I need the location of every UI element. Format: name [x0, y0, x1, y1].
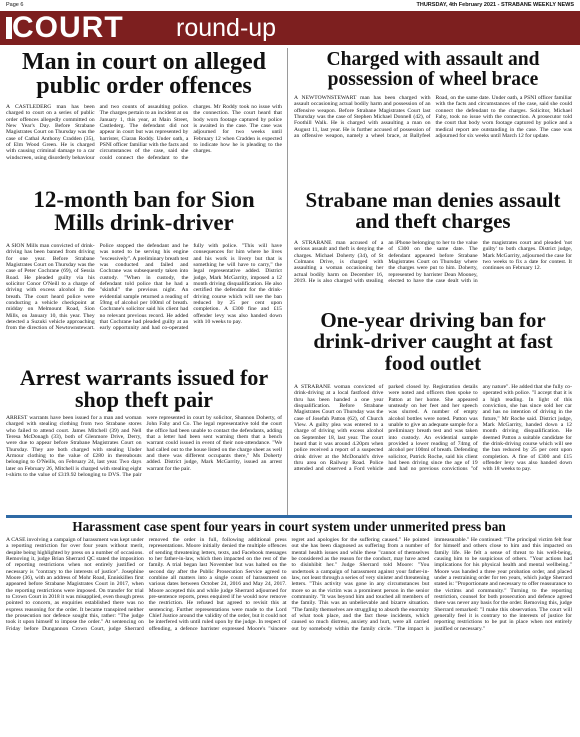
headline-arrest-warrants: Arrest warrants issued for shop theft pair — [19, 365, 269, 413]
article-arrest-warrants — [6, 415, 282, 511]
page-header — [6, 2, 574, 11]
headline-public-order: Man in court on alleged public order offences — [22, 49, 266, 100]
article-body: A STRABANE man accused of a serious assault and theft is denying the charges. Michael Doherty (34), of St Colmans Drive, is charged with assaulting a woman occasioning her actual bodily harm on December 16, 2019. He is also charged with stealing an iPhone belonging to her to the value of £300 on the same date. The defendant appeared before Strabane Magistrates Court on Thursday where the charges were put to him. Doherty, represented by barrister Dean Mooney, elected to have the case dealt with in the magistrates court and pleaded 'not guilty' to both charges. District judge, Mark McGarrity, adjourned the case for two weeks to fix a date for contest. It continues on February 12. — [294, 240, 572, 285]
article-body: A SION Mills man convicted of drink-driving has been banned from driving for one year. Before Strabane Magistrates Court on Thursday was the case of Peter Cochrane (69), of Sessia Road. He pleaded guilty via his solicitor Conor O'Neill to a charge of driving with excess alcohol in the breath. The court heard police were conducting a vehicle checkpoint at midday on Melmount Road, Sion Mills, on January 10, this year. They detected a Suzuki vehicle approaching from the direction of Newtownstewart. Police stopped the defendant and he was noted to be serving his engine "excessively". A preliminary breath test was conducted and failed and Cochrane was subsequently taken into custody. "When in custody, the defendant told police that he had a "skinful" the previous night. An evidential sample returned a reading of 59mg of alcohol per 100ml of breath. Cochrane's solicitor said his client had no relevant previous record. He added that Cochrane had pleaded guilty at an early opportunity and had co-operated fully with police. "This will have consequences for him where he lives and his work is livery but that is something he will have to carry," the legal representative added. District judge, Mark McGarrity, imposed a 12 month driving disqualification. He also certified the defendant for the drink-driving course which will see the ban reduced by 25 per cent upon completion. A £300 fine and £15 offender levy was also handed down with 10 weeks to pay. — [6, 243, 282, 332]
headline-sion-mills: 12-month ban for Sion Mills drink-driver — [33, 187, 255, 236]
article-body: A CASE involving a campaign of harassment was kept under a reporting restriction for over four years without merit, despite being highlighted by press on a number of occasions. Removing it, judge Brian Sherrard QC stated the imposition of reporting restrictions when not entirely justified or necessary is "contrary to the interests of justice". Josephine Moore (36), with an address of Mohr Road, Enniskillen first appeared before Strabane Magistrates Court in 2017, when the reporting restrictions were imposed. On transfer for trial to Crown Court in 2018 it was misapplied, even though press pointed to concern, as enquiries established there was no express reasoning for the order. It became transpired neither the prosecution nor defence sought this, rather: "The judge took it upon himself to impose the order." At sentencing on Friday before Dungannon Crown Court, judge Sherrard removed the order in full, following additional press representations. Moore initially denied the multiple offences of sending threatening letters, texts, and Facebook messages to her father-in-law, which then impacted on the rest of the family. A trial began last November but was halted on the second day after the Public Prosecution Service agreed to combine all matters into a single count of harassment on various dates between October 24, 2016 and May 24, 2017. Moore accepted this and while judge Sherrard adjourned for pre-sentence reports, press enquired if he would now remove the restriction. He refused but agreed to revisit this at sentencing. Further representations were made to the Lord Chief Justice around the validity of the order, but it could not be interfered with until ruled upon by the judge. In respect of offending, a defence barrister expressed Moore's "sincere regret and apologies for the suffering caused." He pointed out she has been diagnosed as suffering from a number of mental health issues and while these "cannot of themselves be considered as the reason for the conduct, may have acted to disinhibit her." Judge Sherrard told Moore: "You undertook a campaign of harassment against your father-in-law, not least through a series of very sinister and threatening letters. "This activity was gone in any circumstances but more so as the victim was a prominent person in the senior community. "It was beyond him and touched all members of the family. This was an unbelievable and bizarre situation. "The family themselves are struggling to absorb the enormity of what took place, and the fact these incidents, which caused so much distress, anxiety and hurt, were all carried out by somebody within the family circle. "The impact is immeasurable." He continued: "The principal victim felt fear for himself and others close to him and this impacted on family life. He felt a sense of threat to his well-being, causing him to be suspicious of others. "Your actions had implications for his physical health and mental wellbeing." Moore was handed a three year probation order, and placed under a restraining order for ten years, which judge Sherrard stated is: "Proportionate and necessary to offer reassurance to the victims and community." Turning to the reporting restriction, counsel for both prosecution and defence agreed there was never any basis for the order. Removing this, judge Sherrard remarked: "I make this observation. The court will generally feel it is contrary to the interests of justice for reporting restrictions to be put in place when not entirely justified or necessary." — [6, 537, 572, 632]
headline-harassment: Harassment case spent four years in court system under unmerited press ban — [72, 520, 506, 534]
date-line: THURSDAY, 4th February 2021 - STRABANE WEEKLY NEWS — [416, 2, 574, 8]
accent-bar — [6, 515, 572, 518]
column-divider — [287, 48, 288, 515]
article-wheel-brace — [294, 95, 572, 187]
page-number: Page 6 — [6, 2, 24, 8]
headline-wheel-brace: Charged with assault and possession of wheel brace — [326, 49, 540, 90]
article-harassment — [6, 537, 572, 733]
headline-assault-theft: Strabane man denies assault and theft charges — [305, 188, 561, 234]
article-body: A NEWTOWNSTEWART man has been charged with assault occasioning actual bodily harm and possession of an offensive weapon. Before Strabane Magistrates Court last Thursday was the case of Stephen Michael Donnell (42), of Foothill Walk. He is charged with assaulting a man on August 11, last year. He is further accused of possession of an offensive weapon, namely a wheel brace, at Ballyfeel Road, on the same date. Under oath, a PSNI officer familiar with the facts and circumstances of the case, said she could connect the defendant to the charges. Solicitor, Michael Fahy, took no issue with the connection. A prosecutor told the court that body worn footage captured by police and a medical report are outstanding in the case. The case was adjourned for six weeks until March 12 for update. — [294, 95, 572, 140]
article-sion-mills — [6, 243, 282, 363]
article-fast-food — [294, 384, 572, 512]
section-subtitle: round-up — [176, 14, 277, 42]
article-assault-theft — [294, 240, 572, 308]
article-body: ARREST warrants have been issued for a man and woman charged with stealing clothing from two Strabane stores who failed to attend court. James Mitchell (39) and Nell Teresa McDonagh (33), both of Glenmore Drive, Derry, were due to appear before Strabane Magistrates Court on Thursday. They are both charged with stealing Under Armour clothing to the value of £280 in thereabouts belonging to O'Neills, on February 24, last year. Two days later on February 26, Mitchell is charged with stealing eight t-shirts to the value of £319.92 belonging to DVS. The pair were represented in court by solicitor, Shannon Doherty, of John Fahy and Co. The legal representative told the court the office had been unable to contact the defendants, adding that a letter had been sent warning them that a bench warrant could issued in event of their non-attendance. "We had called out to the house listed on the charge sheet as well and there was different occupants there," Ms Doherty added. District judge, Mark McGarrity, issued an arrest warrant for the pair. — [6, 415, 282, 479]
article-public-order — [6, 104, 282, 185]
article-body: A CASTLEDERG man has been charged to court on a series of public order offences allegedly committed on New Year's Day. Before Strabane Magistrates Court on Thursday was the case of Cathal Anthony Cradden (35), of Elm Wood Green. He is charged with causing criminal damage to a car windscreen, using disorderly behaviour and two counts of assaulting police. The charges pertain to an incident at on January 1, this year, at Main Street, Castlederg. The defendant did not appear in court but was represented by barrister, Ciaran Roddy. Under oath, a PSNI officer familiar with the facts and circumstances of the case, said she could connect the defendant to the charges. Mr Roddy took no issue with the connection. The court heard that body worn footage captured by police is awaited in the case. The case was adjourned for two weeks until February 12 when Cradden is expected to indicate how he is pleading to the charges. — [6, 104, 282, 161]
section-banner — [0, 11, 580, 45]
section-title: COURT — [12, 11, 124, 44]
article-body: A STRABANE woman convicted of drink-driving at a local fastfood drive thru has been handed a one year disqualification. Before Strabane Magistrates Court on Thursday was the case of Josefah Patton (62), of Church View. A guilty plea was entered to a charge of driving with excess alcohol on September 18, last year. The court heard that it was around 4.20pm when police received a report of a suspected drink driver at the McDonald's drive thru area on Railway Road. Police attended and observed a Ford vehicle parked closed by. Registration details were noted and officers then spoke to Patton at her home. She appeared unsteady on her feet and her speech was slurred. A number of empty alcohol bottles were noted. Patton was unable to give an adequate sample for a preliminary breath test and was taken into custody. An evidential sample provided a lower reading of 74mg of alcohol per 100ml of breath. Defending solicitor, Patrick Roche, said his client had been driving since the age of 19 and had no previous convictions "of any nature". He added that she fully co-operated with police. "I accept that it is a high reading. In light of this conviction, she has since sold her car and has no intention of driving in the future," Mr Roche said. District judge, Mark McGarrity, handed down a 12 month driving disqualification. He deemed Patton a suitable candidate for the drink-driving course which will see the ban reduced by 25 per cent upon completion. A fine of £300 and £15 offender levy was also handed down with 18 weeks to pay. — [294, 384, 572, 473]
headline-fast-food: One-year driving ban for drink-driver caught at fast food outlet — [313, 308, 553, 375]
